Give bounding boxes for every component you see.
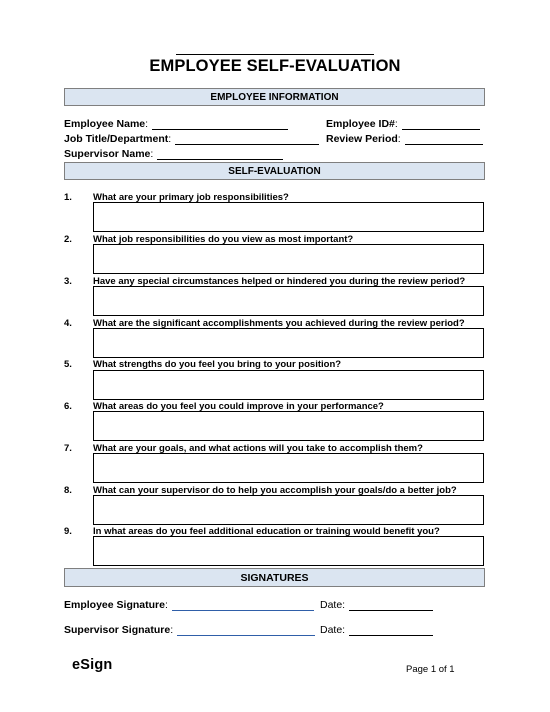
question-number: 3. — [64, 276, 72, 287]
employee-signature-label: Employee Signature — [64, 599, 165, 611]
review-period-input[interactable] — [405, 134, 483, 145]
answer-box-5[interactable] — [93, 370, 484, 400]
question-text: What are your primary job responsibilities? — [93, 192, 289, 203]
supervisor-name-input[interactable] — [157, 149, 283, 160]
job-title-input[interactable] — [175, 134, 319, 145]
supervisor-date-input[interactable] — [349, 625, 433, 636]
question-number: 7. — [64, 443, 72, 454]
supervisor-signature-field: Supervisor Signature : — [64, 624, 315, 636]
question-number: 5. — [64, 359, 72, 370]
question-number: 2. — [64, 234, 72, 245]
question-number: 1. — [64, 192, 72, 203]
signatures-header: SIGNATURES — [64, 568, 485, 587]
answer-box-1[interactable] — [93, 202, 484, 232]
answer-box-3[interactable] — [93, 286, 484, 316]
question-text: Have any special circumstances helped or hindered you during the review period? — [93, 276, 466, 287]
employee-name-input[interactable] — [152, 119, 288, 130]
employee-name-field: Employee Name : — [64, 118, 288, 130]
supervisor-date-field — [320, 624, 433, 636]
answer-box-6[interactable] — [93, 411, 484, 441]
question-text: What are your goals, and what actions will you take to accomplish them? — [93, 443, 423, 454]
employee-id-label: Employee ID# — [326, 118, 395, 130]
question-text: What strengths do you feel you bring to your position? — [93, 359, 342, 370]
supervisor-name-field: Supervisor Name : — [64, 148, 283, 160]
question-text: What job responsibilities do you view as most important? — [93, 234, 354, 245]
question-number: 6. — [64, 401, 72, 412]
answer-box-4[interactable] — [93, 328, 484, 358]
employee-date-field — [320, 599, 433, 611]
supervisor-signature-input[interactable] — [177, 625, 315, 636]
employee-signature-field: Employee Signature : — [64, 599, 314, 611]
review-period-label: Review Period — [326, 133, 398, 145]
employee-information-header: EMPLOYEE INFORMATION — [64, 88, 485, 106]
review-period-field: Review Period : — [326, 133, 483, 145]
answer-box-8[interactable] — [93, 495, 484, 525]
self-evaluation-header: SELF-EVALUATION — [64, 162, 485, 180]
question-number: 9. — [64, 526, 72, 537]
answer-box-2[interactable] — [93, 244, 484, 274]
question-number: 4. — [64, 318, 72, 329]
employee-name-label: Employee Name — [64, 118, 146, 130]
supervisor-signature-label: Supervisor Signature — [64, 624, 171, 636]
title-top-rule — [176, 54, 374, 55]
question-text: What areas do you feel you could improve in your performance? — [93, 401, 384, 412]
supervisor-name-label: Supervisor Name — [64, 148, 151, 160]
page-number: Page 1 of 1 — [406, 664, 455, 675]
answer-box-9[interactable] — [93, 536, 484, 566]
job-title-field: Job Title/Department : — [64, 133, 319, 145]
date-label: Date: — [320, 624, 346, 636]
employee-signature-input[interactable] — [172, 600, 314, 611]
date-label: Date: — [320, 599, 346, 611]
question-text: In what areas do you feel additional education or training would benefit you? — [93, 526, 440, 537]
question-text: What can your supervisor do to help you accomplish your goals/do a better job? — [93, 485, 457, 496]
job-title-label: Job Title/Department — [64, 133, 169, 145]
answer-box-7[interactable] — [93, 453, 484, 483]
employee-id-field: Employee ID# : — [326, 118, 480, 130]
employee-id-input[interactable] — [402, 119, 480, 130]
question-text: What are the significant accomplishments you achieved during the review period? — [93, 318, 465, 329]
question-number: 8. — [64, 485, 72, 496]
esign-logo: eSign — [72, 657, 113, 673]
document-title: EMPLOYEE SELF-EVALUATION — [149, 57, 401, 75]
employee-date-input[interactable] — [349, 600, 433, 611]
